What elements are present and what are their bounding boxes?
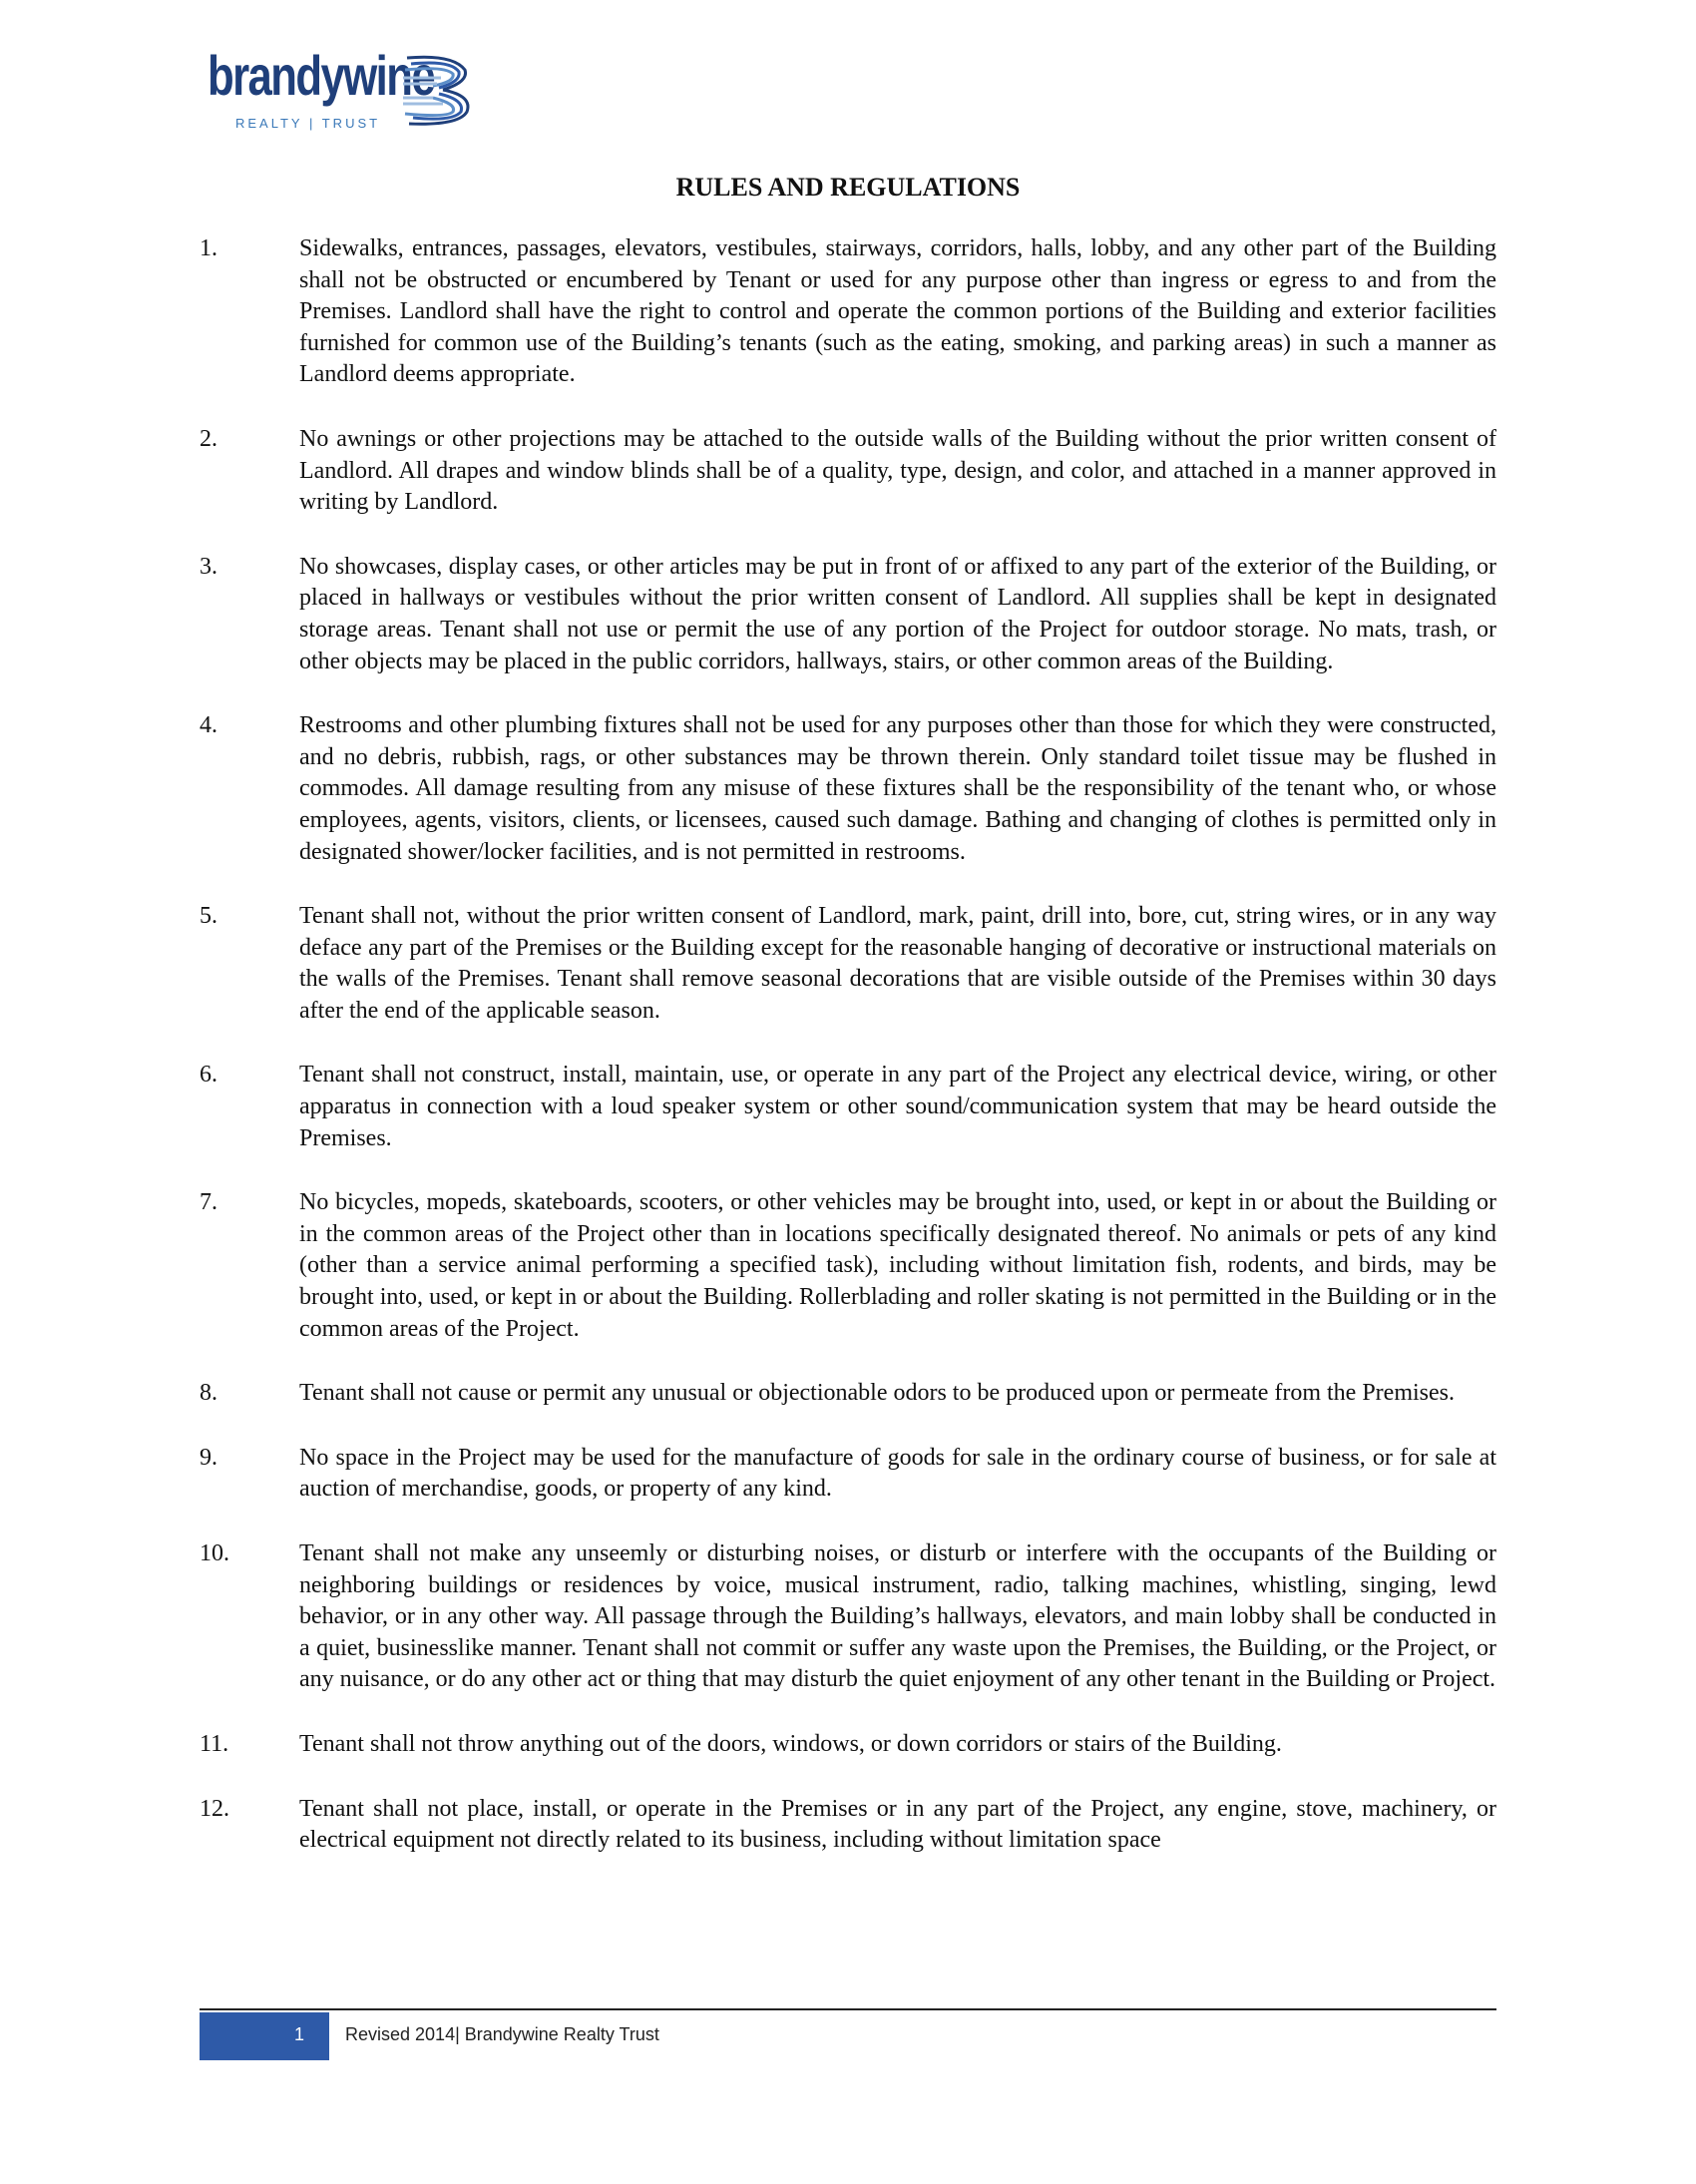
footer-text: Revised 2014| Brandywine Realty Trust: [345, 2024, 659, 2044]
rule-text: Tenant shall not place, install, or operate in the Premises or in any part of the Project, any engine, stove, machinery, or electrical equipment not directly related to its business, including without limitation space: [299, 1795, 1496, 1854]
rule-number: 11.: [200, 1730, 229, 1757]
rule-number: 4.: [200, 712, 217, 739]
logo-wordmark: brandywine: [208, 44, 435, 107]
rule-number: 6.: [200, 1062, 217, 1089]
rule-item: [200, 710, 1496, 868]
rule-number: 3.: [200, 553, 217, 580]
rule-text: Tenant shall not make any unseemly or disturbing noises, or disturb or interfere with the occupants of the Building or neighboring buildings or residences by voice, musical instrument, radio, talking machines, whistling, singing, lewd behavior, or in any other way. All passage through the Building’s hallways, elevators, and main lobby shall be conducted in a quiet, businesslike manner. Tenant shall not commit or suffer any waste upon the Premises, the Building, or the Project, or any nuisance, or do any other act or thing that may disturb the quiet enjoyment of any other tenant in the Building or Project.: [299, 1540, 1496, 1693]
rule-number: 12.: [200, 1795, 229, 1822]
rule-item: [200, 901, 1496, 1027]
rule-text: No bicycles, mopeds, skateboards, scooters, or other vehicles may be brought into, used, or kept in or about the Building or in the common areas of the Project other than in locations specifically designated thereof. No animals or pets of any kind (other than a service animal performing a specified task), including without limitation fish, rodents, and birds, may be brought into, used, or kept in or about the Building. Rollerblading and roller skating is not permitted in the Building or in the common areas of the Project.: [299, 1189, 1496, 1342]
footer-divider: [200, 2008, 1496, 2010]
rule-number: 10.: [200, 1540, 229, 1566]
rule-text: Tenant shall not cause or permit any unusual or objectionable odors to be produced upon or permeate from the Premises.: [299, 1380, 1455, 1407]
rule-text: Tenant shall not throw anything out of the doors, windows, or down corridors or stairs of the Building.: [299, 1730, 1282, 1757]
rule-item: [200, 1187, 1496, 1345]
rule-text: No showcases, display cases, or other articles may be put in front of or affixed to any part of the exterior of the Building, or placed in hallways or vestibules without the prior written consent of Landlord. All supplies shall be kept in designated storage areas. Tenant shall not use or permit the use of any portion of the Project for outdoor storage. No mats, trash, or other objects may be placed in the public corridors, hallways, stairs, or other common areas of the Building.: [299, 553, 1496, 674]
rule-item: [200, 552, 1496, 677]
rule-text: Tenant shall not, without the prior written consent of Landlord, mark, paint, drill into, bore, cut, string wires, or in any way deface any part of the Premises or the Building except for the reasonable hanging of decorative or instructional materials on the walls of the Premises. Tenant shall remove seasonal decorations that are visible outside of the Premises within 30 days after the end of the applicable season.: [299, 903, 1496, 1024]
rule-number: 1.: [200, 235, 217, 261]
rule-item: [200, 1729, 1496, 1761]
rule-number: 5.: [200, 903, 217, 930]
page-title: RULES AND REGULATIONS: [675, 173, 1021, 202]
rule-text: Tenant shall not construct, install, maintain, use, or operate in any part of the Project any electrical device, wiring, or other apparatus in connection with a loud speaker system or other sound/communication system that may be heard outside the Premises.: [299, 1062, 1496, 1151]
rule-item: [200, 1443, 1496, 1506]
logo-swoosh-icon: [403, 52, 475, 130]
rule-number: 2.: [200, 425, 217, 452]
rule-item: [200, 233, 1496, 391]
rule-item: [200, 1538, 1496, 1696]
rule-item: [200, 424, 1496, 519]
rule-item: [200, 1060, 1496, 1154]
rule-item: [200, 1794, 1496, 1857]
rule-item: [200, 1378, 1496, 1410]
rule-number: 7.: [200, 1189, 217, 1216]
rules-list: [200, 233, 1496, 1890]
rule-text: Sidewalks, entrances, passages, elevators, vestibules, stairways, corridors, halls, lobby, and any other part of the Building shall not be obstructed or encumbered by Tenant or used for any purpose other than ingress or egress to and from the Premises. Landlord shall have the right to control and operate the common portions of the Building and exterior facilities furnished for common use of the Building’s tenants (such as the eating, smoking, and parking areas) in such a manner as Landlord deems appropriate.: [299, 235, 1496, 388]
rule-text: No space in the Project may be used for the manufacture of goods for sale in the ordinary course of business, or for sale at auction of merchandise, goods, or property of any kind.: [299, 1444, 1496, 1503]
rule-number: 9.: [200, 1444, 217, 1471]
footer-page-number: 1: [294, 2024, 305, 2044]
rule-text: Restrooms and other plumbing fixtures shall not be used for any purposes other than those for which they were constructed, and no debris, rubbish, rags, or other substances may be thrown therein. Only standard toilet tissue may be flushed in commodes. All damage resulting from any misuse of these fixtures shall be the responsibility of the tenant who, or whose employees, agents, visitors, clients, or licensees, caused such damage. Bathing and changing of clothes is permitted only in designated shower/locker facilities, and is not permitted in restrooms.: [299, 712, 1496, 865]
footer-page-box: [200, 2012, 329, 2060]
rule-number: 8.: [200, 1380, 217, 1407]
brandywine-logo: [208, 44, 497, 144]
rule-text: No awnings or other projections may be attached to the outside walls of the Building without the prior written consent of Landlord. All drapes and window blinds shall be of a quality, type, design, and color, and attached in a manner approved in writing by Landlord.: [299, 425, 1496, 516]
logo-tagline: REALTY | TRUST: [235, 116, 381, 131]
